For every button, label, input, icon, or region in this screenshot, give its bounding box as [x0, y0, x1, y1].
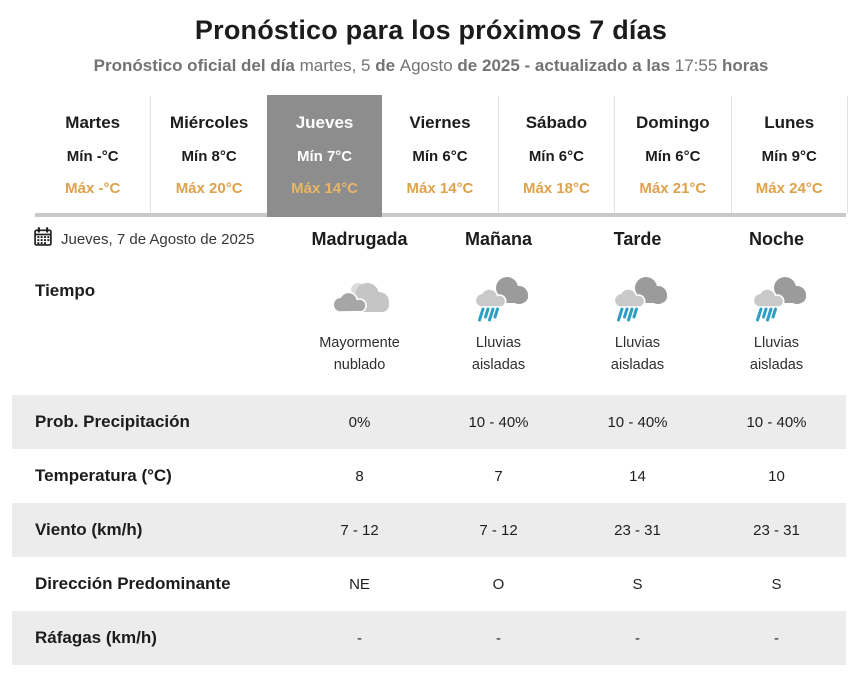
min-temp: Mín 6°C: [645, 148, 701, 165]
cell-value: -: [496, 629, 501, 647]
row-label: Temperatura (°C): [35, 466, 172, 485]
day-tabs: [35, 96, 848, 213]
max-temp: Máx 18°C: [522, 180, 590, 197]
cell-value: 10 - 40%: [468, 413, 529, 431]
subtitle-segment: de 2025 - actualizado a las: [457, 56, 675, 75]
cell-value: 0%: [348, 413, 371, 431]
table-row-temperature: [12, 449, 846, 503]
cell-value: -: [635, 629, 640, 647]
day-name: Sábado: [525, 113, 588, 132]
day-tab-lunes[interactable]: [731, 96, 848, 213]
cell-value: -: [774, 629, 779, 647]
cell-value: 7 - 12: [479, 521, 518, 539]
cell-value: 14: [629, 467, 646, 485]
cell-value: 7 - 12: [340, 521, 379, 539]
max-temp: Máx -°C: [65, 180, 121, 197]
day-name: Lunes: [764, 113, 815, 132]
day-detail-table: [12, 217, 846, 665]
day-tab-sabado[interactable]: [498, 96, 614, 213]
day-tab-martes[interactable]: [35, 96, 150, 213]
row-label: Ráfagas (km/h): [35, 628, 157, 647]
day-name: Viernes: [409, 113, 471, 132]
cell-value: S: [632, 575, 643, 593]
max-temp: Máx 20°C: [175, 180, 243, 197]
day-name: Martes: [65, 113, 121, 132]
min-temp: Mín 6°C: [528, 148, 584, 165]
weather-description: Lluvias aisladas: [749, 335, 804, 373]
cell-value: 10 - 40%: [746, 413, 807, 431]
day-name: Jueves: [295, 113, 354, 132]
min-temp: Mín -°C: [66, 148, 119, 165]
weather-cell-madrugada: [290, 261, 429, 395]
cell-value: 10 - 40%: [607, 413, 668, 431]
cell-value: S: [771, 575, 782, 593]
mostly-cloudy-icon: [327, 275, 393, 323]
rain-icon: [744, 275, 810, 323]
row-label: Prob. Precipitación: [35, 412, 190, 431]
cell-value: 10: [768, 467, 785, 485]
period-header-tarde: Tarde: [613, 228, 662, 249]
weather-description: Mayormente nublado: [319, 335, 400, 373]
weather-cell-tarde: [568, 261, 707, 395]
rain-icon: [466, 275, 532, 323]
table-row-wind-direction: [12, 557, 846, 611]
max-temp: Máx 24°C: [755, 180, 823, 197]
forecast-subtitle: [0, 56, 862, 76]
rain-icon: [605, 275, 671, 323]
day-name: Miércoles: [169, 113, 249, 132]
weather-row: [12, 261, 846, 395]
page-title: Pronóstico para los próximos 7 días: [194, 15, 668, 45]
cell-value: 23 - 31: [753, 521, 800, 539]
calendar-icon: [33, 227, 53, 252]
table-row-precipitation: [12, 395, 846, 449]
period-header-noche: Noche: [748, 228, 804, 249]
subtitle-segment: horas: [722, 56, 769, 75]
detail-header-row: [12, 217, 846, 261]
min-temp: Mín 6°C: [412, 148, 468, 165]
period-header-manana: Mañana: [464, 228, 533, 249]
subtitle-segment: de: [375, 56, 400, 75]
subtitle-segment: Agosto: [399, 56, 458, 75]
table-row-wind: [12, 503, 846, 557]
weather-cell-noche: [707, 261, 846, 395]
cell-value: O: [492, 575, 505, 593]
cell-value: 7: [494, 467, 503, 485]
min-temp: Mín 7°C: [296, 148, 353, 165]
selected-date: [12, 227, 290, 252]
cell-value: 8: [355, 467, 364, 485]
day-tab-jueves-selected[interactable]: [267, 95, 382, 217]
period-header-madrugada: Madrugada: [311, 228, 408, 249]
weather-description: Lluvias aisladas: [471, 335, 526, 373]
row-label: Viento (km/h): [35, 520, 143, 539]
max-temp: Máx 14°C: [291, 180, 358, 197]
max-temp: Máx 14°C: [406, 180, 474, 197]
subtitle-segment: Pronóstico oficial del día: [93, 56, 300, 75]
weather-description: Lluvias aisladas: [610, 335, 665, 373]
cell-value: -: [357, 629, 362, 647]
min-temp: Mín 8°C: [181, 148, 237, 165]
cell-value: NE: [349, 575, 370, 593]
max-temp: Máx 21°C: [639, 180, 707, 197]
selected-date-label: Jueves, 7 de Agosto de 2025: [61, 230, 255, 248]
min-temp: Mín 9°C: [761, 148, 817, 165]
day-tab-viernes[interactable]: [382, 96, 497, 213]
day-tab-miercoles[interactable]: [150, 96, 266, 213]
day-name: Domingo: [635, 113, 710, 132]
row-label: Dirección Predominante: [35, 574, 231, 593]
subtitle-segment: 17:55: [674, 56, 723, 75]
day-tab-domingo[interactable]: [614, 96, 730, 213]
weather-row-label: Tiempo: [35, 281, 96, 300]
subtitle-segment: martes, 5: [299, 56, 376, 75]
table-row-gusts: [12, 611, 846, 665]
weather-cell-manana: [429, 261, 568, 395]
cell-value: 23 - 31: [614, 521, 661, 539]
